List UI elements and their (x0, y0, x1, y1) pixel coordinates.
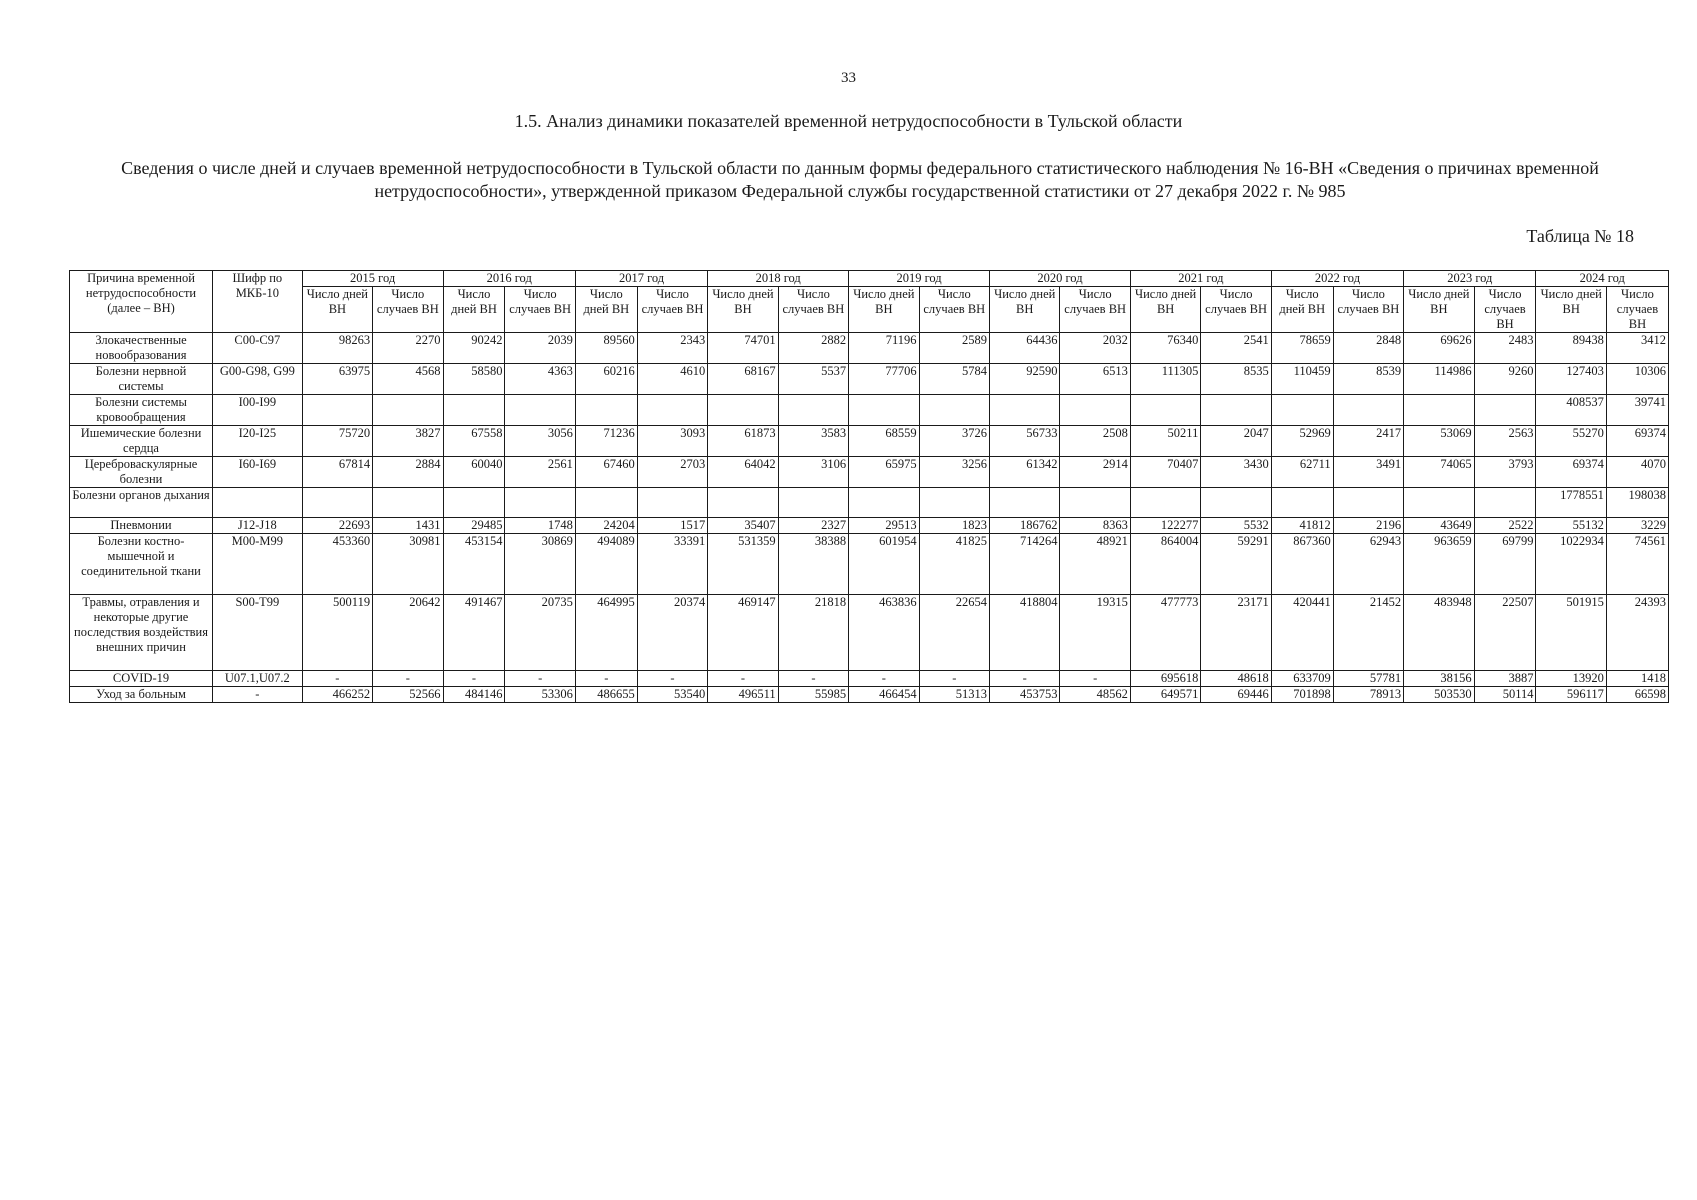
cell-days: 501915 (1536, 595, 1606, 671)
cell-cases: 1431 (373, 518, 443, 534)
header-year: 2019 год (849, 271, 990, 287)
cell-days: 491467 (443, 595, 505, 671)
cell-cases: - (778, 671, 848, 687)
cell-cases: 2327 (778, 518, 848, 534)
table-row (70, 518, 1669, 534)
cell-cases: 2508 (1060, 426, 1130, 457)
cell-days: 29513 (849, 518, 919, 534)
cell-days: 61342 (990, 457, 1060, 488)
cell-cases (373, 488, 443, 518)
cell-days: 69626 (1404, 333, 1474, 364)
cell-days (990, 488, 1060, 518)
cell-days: 867360 (1271, 534, 1333, 595)
cell-days: 78659 (1271, 333, 1333, 364)
header-cases: Число случаев ВН (1474, 287, 1536, 333)
cell-cases: 2032 (1060, 333, 1130, 364)
cell-days (1404, 395, 1474, 426)
header-cases: Число случаев ВН (1606, 287, 1668, 333)
table-row (70, 687, 1669, 703)
cell-cases: 2884 (373, 457, 443, 488)
cell-days: 463836 (849, 595, 919, 671)
cell-days: 408537 (1536, 395, 1606, 426)
table-row (70, 364, 1669, 395)
cell-days: 29485 (443, 518, 505, 534)
cell-days: 75720 (302, 426, 372, 457)
cell-cases: 21818 (778, 595, 848, 671)
cell-cases: 2882 (778, 333, 848, 364)
cell-days (1271, 395, 1333, 426)
cell-days (708, 395, 778, 426)
cell-days: 52969 (1271, 426, 1333, 457)
cell-cases: - (373, 671, 443, 687)
table-row (70, 488, 1669, 518)
header-days: Число дней ВН (1130, 287, 1200, 333)
cell-cases (1474, 488, 1536, 518)
table-row (70, 457, 1669, 488)
cell-cases (778, 395, 848, 426)
cell-cases (1474, 395, 1536, 426)
cell-days: 701898 (1271, 687, 1333, 703)
header-days: Число дней ВН (849, 287, 919, 333)
header-cases: Число случаев ВН (1201, 287, 1271, 333)
cell-cases: 66598 (1606, 687, 1668, 703)
cell-cases: 2563 (1474, 426, 1536, 457)
cell-days: - (443, 671, 505, 687)
cell-days: 483948 (1404, 595, 1474, 671)
cell-code: J12-J18 (213, 518, 303, 534)
cell-cause: Уход за больным (70, 687, 213, 703)
header-cases: Число случаев ВН (373, 287, 443, 333)
cell-days (1130, 395, 1200, 426)
cell-days: 68167 (708, 364, 778, 395)
cell-cause: Пневмонии (70, 518, 213, 534)
cell-cases: 2914 (1060, 457, 1130, 488)
cell-days: 43649 (1404, 518, 1474, 534)
cell-cases: 3256 (919, 457, 989, 488)
cell-cases (778, 488, 848, 518)
cell-cases: 53540 (637, 687, 707, 703)
cell-days: 503530 (1404, 687, 1474, 703)
header-days: Число дней ВН (575, 287, 637, 333)
cell-days: 55132 (1536, 518, 1606, 534)
cell-days: 469147 (708, 595, 778, 671)
cell-cases: 78913 (1333, 687, 1403, 703)
table-row (70, 333, 1669, 364)
cell-days: 453753 (990, 687, 1060, 703)
cell-days: 453154 (443, 534, 505, 595)
cell-cause: Болезни системы кровообращения (70, 395, 213, 426)
cell-cause: Болезни нервной системы (70, 364, 213, 395)
cell-days: 864004 (1130, 534, 1200, 595)
cell-code: C00-C97 (213, 333, 303, 364)
cell-days: 24204 (575, 518, 637, 534)
cell-days: 714264 (990, 534, 1060, 595)
cell-code: I60-I69 (213, 457, 303, 488)
cell-cases: 8535 (1201, 364, 1271, 395)
page-number: 33 (841, 70, 856, 86)
cell-days: 38156 (1404, 671, 1474, 687)
cell-cause: COVID-19 (70, 671, 213, 687)
cell-days: 71236 (575, 426, 637, 457)
cell-cases: 53306 (505, 687, 575, 703)
cell-days: 420441 (1271, 595, 1333, 671)
cell-cases: - (919, 671, 989, 687)
cell-cases: 9260 (1474, 364, 1536, 395)
cell-cases: 5532 (1201, 518, 1271, 534)
cell-days (1130, 488, 1200, 518)
cell-days (302, 488, 372, 518)
cell-days: 71196 (849, 333, 919, 364)
header-days: Число дней ВН (1536, 287, 1606, 333)
cell-cases (919, 488, 989, 518)
cell-days: 53069 (1404, 426, 1474, 457)
cell-days: 13920 (1536, 671, 1606, 687)
cell-cases: 2848 (1333, 333, 1403, 364)
cell-days (575, 488, 637, 518)
cell-cases: 3430 (1201, 457, 1271, 488)
table-description: Сведения о числе дней и случаев временной нетрудоспособности в Тульской области по данным формы федерального статистического наблюдения № 16-ВН «Сведения о причинах временной нетрудоспособности», утвержденной приказом Федеральной службы государственной статистики от 27 декабря 2022 г. № 985 (121, 158, 1599, 201)
cell-cases: 23171 (1201, 595, 1271, 671)
cell-cases: 5537 (778, 364, 848, 395)
cell-cases: 2561 (505, 457, 575, 488)
cell-cases: 2522 (1474, 518, 1536, 534)
cell-cases (637, 488, 707, 518)
cell-days: 64042 (708, 457, 778, 488)
cell-cases (505, 488, 575, 518)
cell-code: - (213, 687, 303, 703)
cell-cause: Болезни костно-мышечной и соединительной ткани (70, 534, 213, 595)
cell-days: 67460 (575, 457, 637, 488)
cell-days: 1022934 (1536, 534, 1606, 595)
header-cases: Число случаев ВН (919, 287, 989, 333)
cell-days: 464995 (575, 595, 637, 671)
cell-cases (1060, 395, 1130, 426)
cell-cases: 22507 (1474, 595, 1536, 671)
cell-cases: 20735 (505, 595, 575, 671)
cell-cases: 55985 (778, 687, 848, 703)
header-year: 2021 год (1130, 271, 1271, 287)
cell-cases: 10306 (1606, 364, 1668, 395)
cell-days: 466252 (302, 687, 372, 703)
header-code: Шифр по МКБ-10 (213, 271, 303, 333)
cell-cases: 21452 (1333, 595, 1403, 671)
header-year: 2015 год (302, 271, 443, 287)
cell-cases: 51313 (919, 687, 989, 703)
cell-days: 695618 (1130, 671, 1200, 687)
cell-cases (505, 395, 575, 426)
cell-days: 60216 (575, 364, 637, 395)
cell-cases: 22654 (919, 595, 989, 671)
cell-days: 68559 (849, 426, 919, 457)
table-row (70, 534, 1669, 595)
cell-cases: 48921 (1060, 534, 1130, 595)
cell-cases (1333, 488, 1403, 518)
cell-days: 58580 (443, 364, 505, 395)
cell-days: 114986 (1404, 364, 1474, 395)
cell-cases: 52566 (373, 687, 443, 703)
cell-cases: 30981 (373, 534, 443, 595)
cell-days: 62711 (1271, 457, 1333, 488)
header-year: 2022 год (1271, 271, 1403, 287)
cell-cases: 5784 (919, 364, 989, 395)
header-days: Число дней ВН (990, 287, 1060, 333)
cell-cases: 2417 (1333, 426, 1403, 457)
cell-cases: 39741 (1606, 395, 1668, 426)
header-cases: Число случаев ВН (505, 287, 575, 333)
cell-days: 110459 (1271, 364, 1333, 395)
cell-days: 64436 (990, 333, 1060, 364)
cell-cases: 38388 (778, 534, 848, 595)
cell-days (443, 488, 505, 518)
header-year: 2016 год (443, 271, 575, 287)
header-year: 2018 год (708, 271, 849, 287)
cell-days: - (302, 671, 372, 687)
cell-cases: 3793 (1474, 457, 1536, 488)
cell-days: 76340 (1130, 333, 1200, 364)
cell-cases: 74561 (1606, 534, 1668, 595)
cell-cases: 2196 (1333, 518, 1403, 534)
cell-days: 67558 (443, 426, 505, 457)
cell-cases: 2047 (1201, 426, 1271, 457)
cell-days: - (708, 671, 778, 687)
cell-cases: 198038 (1606, 488, 1668, 518)
table-row (70, 395, 1669, 426)
cell-cases: 20374 (637, 595, 707, 671)
header-cases: Число случаев ВН (778, 287, 848, 333)
cell-cases: 3106 (778, 457, 848, 488)
section-title: 1.5. Анализ динамики показателей временной нетрудоспособности в Тульской области (514, 111, 1183, 131)
cell-cases: 19315 (1060, 595, 1130, 671)
cell-days: 596117 (1536, 687, 1606, 703)
cell-days: 67814 (302, 457, 372, 488)
cell-days: 649571 (1130, 687, 1200, 703)
cell-days (990, 395, 1060, 426)
cell-code: M00-M99 (213, 534, 303, 595)
table-row (70, 426, 1669, 457)
cell-cause: Злокачественные новообразования (70, 333, 213, 364)
cell-cases: 1418 (1606, 671, 1668, 687)
cell-cases: 3412 (1606, 333, 1668, 364)
cell-code: S00-T99 (213, 595, 303, 671)
cell-days: 89560 (575, 333, 637, 364)
cell-code: I20-I25 (213, 426, 303, 457)
cell-days: 1778551 (1536, 488, 1606, 518)
header-days: Число дней ВН (1404, 287, 1474, 333)
cell-cases (637, 395, 707, 426)
cell-cases: 6513 (1060, 364, 1130, 395)
cell-days: 486655 (575, 687, 637, 703)
cell-days: 418804 (990, 595, 1060, 671)
cell-cases: 48562 (1060, 687, 1130, 703)
cell-code: U07.1,U07.2 (213, 671, 303, 687)
cell-days: 484146 (443, 687, 505, 703)
header-cause: Причина временной нетрудоспособности (далее – ВН) (70, 271, 213, 333)
cell-days: 122277 (1130, 518, 1200, 534)
cell-cases: 3583 (778, 426, 848, 457)
cell-days: 74065 (1404, 457, 1474, 488)
cell-days: 111305 (1130, 364, 1200, 395)
cell-cases: 8363 (1060, 518, 1130, 534)
cell-cases (1201, 395, 1271, 426)
cell-days: 477773 (1130, 595, 1200, 671)
cell-cases: 1823 (919, 518, 989, 534)
cell-cases: 3491 (1333, 457, 1403, 488)
cell-cases: 20642 (373, 595, 443, 671)
cell-days: 531359 (708, 534, 778, 595)
cell-days: 77706 (849, 364, 919, 395)
header-days: Число дней ВН (1271, 287, 1333, 333)
cell-cases: - (505, 671, 575, 687)
cell-cause: Травмы, отравления и некоторые другие последствия воздействия внешних причин (70, 595, 213, 671)
cell-days: 963659 (1404, 534, 1474, 595)
header-cases: Число случаев ВН (1333, 287, 1403, 333)
header-days: Число дней ВН (302, 287, 372, 333)
cell-days: 55270 (1536, 426, 1606, 457)
header-days: Число дней ВН (443, 287, 505, 333)
cell-days (302, 395, 372, 426)
cell-days: - (990, 671, 1060, 687)
cell-days: 63975 (302, 364, 372, 395)
cell-cases: 2270 (373, 333, 443, 364)
cell-days: 89438 (1536, 333, 1606, 364)
cell-days (1271, 488, 1333, 518)
cell-cases: 4070 (1606, 457, 1668, 488)
header-year: 2024 год (1536, 271, 1669, 287)
cell-cases: 69799 (1474, 534, 1536, 595)
cell-cases (1333, 395, 1403, 426)
cell-cases (1060, 488, 1130, 518)
table-label: Таблица № 18 (1526, 226, 1634, 246)
cell-cases: - (1060, 671, 1130, 687)
cell-cases: 3229 (1606, 518, 1668, 534)
cell-days: 56733 (990, 426, 1060, 457)
cell-cases: 1748 (505, 518, 575, 534)
cell-cases: 4363 (505, 364, 575, 395)
cell-days: 500119 (302, 595, 372, 671)
header-year: 2020 год (990, 271, 1131, 287)
cell-days: 65975 (849, 457, 919, 488)
cell-code: G00-G98, G99 (213, 364, 303, 395)
cell-cases: 2589 (919, 333, 989, 364)
cell-cases: 1517 (637, 518, 707, 534)
cell-code (213, 488, 303, 518)
cell-days: 186762 (990, 518, 1060, 534)
cell-days: - (575, 671, 637, 687)
header-days: Число дней ВН (708, 287, 778, 333)
cell-cases: 3056 (505, 426, 575, 457)
table-row (70, 595, 1669, 671)
cell-days: 22693 (302, 518, 372, 534)
cell-cases: 24393 (1606, 595, 1668, 671)
cell-cases: 59291 (1201, 534, 1271, 595)
cell-cases: 2343 (637, 333, 707, 364)
cell-days: 92590 (990, 364, 1060, 395)
cell-cases: 2483 (1474, 333, 1536, 364)
cell-days: 35407 (708, 518, 778, 534)
cell-cases: 2541 (1201, 333, 1271, 364)
cell-days: 69374 (1536, 457, 1606, 488)
cell-cases (1201, 488, 1271, 518)
header-cases: Число случаев ВН (637, 287, 707, 333)
cell-cases: 33391 (637, 534, 707, 595)
cell-code: I00-I99 (213, 395, 303, 426)
cell-days: 494089 (575, 534, 637, 595)
cell-cases: 3093 (637, 426, 707, 457)
cell-days: 74701 (708, 333, 778, 364)
cell-days: 127403 (1536, 364, 1606, 395)
cell-cases: 3726 (919, 426, 989, 457)
cell-cases: 50114 (1474, 687, 1536, 703)
cell-cause: Болезни органов дыхания (70, 488, 213, 518)
cell-cases: 57781 (1333, 671, 1403, 687)
cell-days: 466454 (849, 687, 919, 703)
cell-cases: 4610 (637, 364, 707, 395)
cell-days (1404, 488, 1474, 518)
cell-days: 61873 (708, 426, 778, 457)
cell-days: - (849, 671, 919, 687)
cell-cases: 3887 (1474, 671, 1536, 687)
cell-cases: 4568 (373, 364, 443, 395)
cell-cases: 62943 (1333, 534, 1403, 595)
header-year: 2023 год (1404, 271, 1536, 287)
cell-days: 41812 (1271, 518, 1333, 534)
header-cases: Число случаев ВН (1060, 287, 1130, 333)
cell-cases: 69446 (1201, 687, 1271, 703)
cell-days: 50211 (1130, 426, 1200, 457)
cell-cases: 48618 (1201, 671, 1271, 687)
cell-cases: 41825 (919, 534, 989, 595)
cell-days: 98263 (302, 333, 372, 364)
cell-days: 496511 (708, 687, 778, 703)
cell-cases: 69374 (1606, 426, 1668, 457)
cell-cases (373, 395, 443, 426)
cell-cause: Ишемические болезни сердца (70, 426, 213, 457)
cell-cases: 8539 (1333, 364, 1403, 395)
cell-days (708, 488, 778, 518)
cell-days (575, 395, 637, 426)
cell-cases: 2703 (637, 457, 707, 488)
cell-days (849, 395, 919, 426)
cell-cause: Цереброваскулярные болезни (70, 457, 213, 488)
cell-days: 601954 (849, 534, 919, 595)
cell-days: 90242 (443, 333, 505, 364)
cell-days: 70407 (1130, 457, 1200, 488)
cell-days: 633709 (1271, 671, 1333, 687)
sick-leave-table (69, 270, 1669, 703)
cell-days: 453360 (302, 534, 372, 595)
cell-days: 60040 (443, 457, 505, 488)
cell-days (443, 395, 505, 426)
cell-cases: 30869 (505, 534, 575, 595)
table-row (70, 671, 1669, 687)
header-year: 2017 год (575, 271, 707, 287)
cell-cases: 3827 (373, 426, 443, 457)
cell-cases: 2039 (505, 333, 575, 364)
cell-cases: - (637, 671, 707, 687)
cell-cases (919, 395, 989, 426)
cell-days (849, 488, 919, 518)
